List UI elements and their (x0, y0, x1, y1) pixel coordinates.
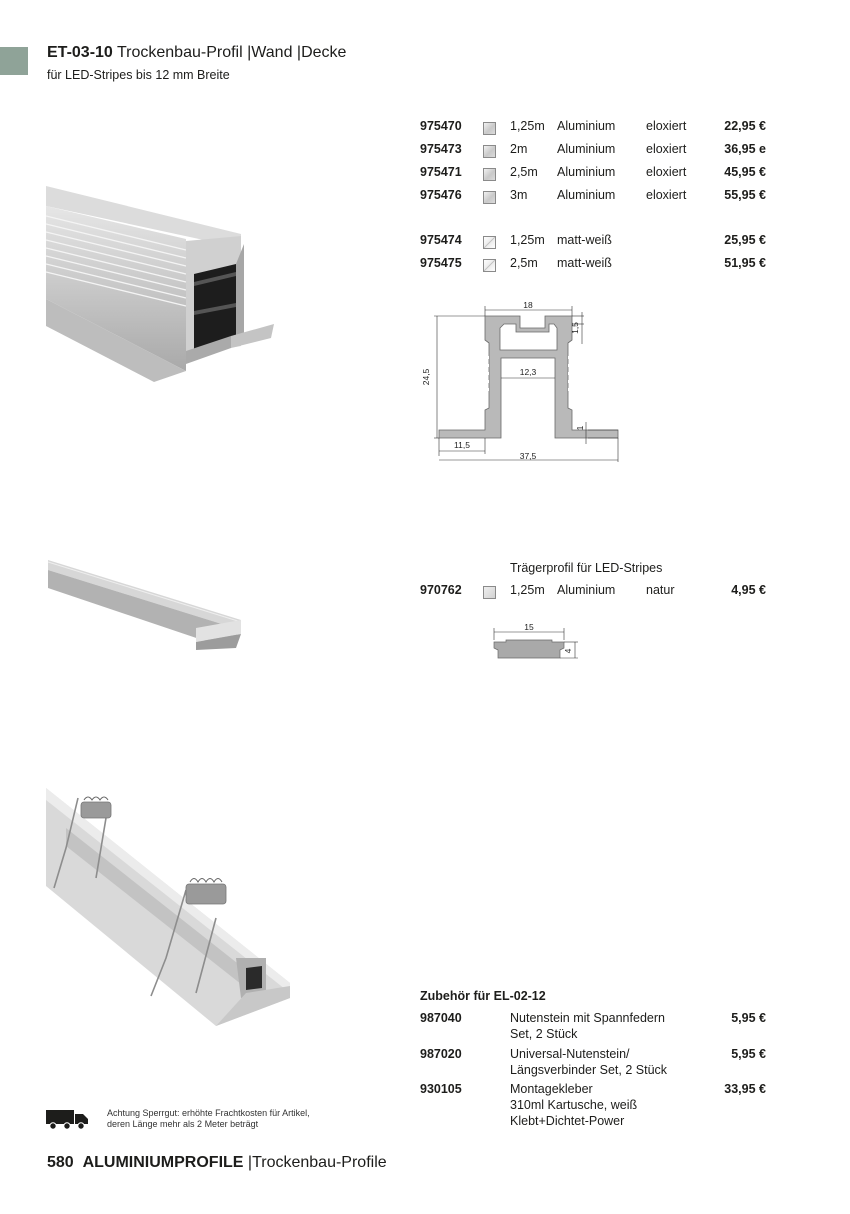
article-number: 930105 (420, 1082, 462, 1096)
notice-line: Achtung Sperrgut: erhöhte Frachtkosten für Artikel, (107, 1108, 310, 1118)
description-line: Universal-Nutenstein/ (510, 1047, 630, 1061)
dim-carrier-width: 15 (524, 622, 534, 632)
footer-separator: | (247, 1154, 253, 1171)
carrier-profile-photo (46, 558, 244, 652)
article-number: 975474 (420, 233, 462, 247)
footer-subsection: Trockenbau-Profile (252, 1154, 387, 1171)
footer-section: ALUMINIUMPROFILE (82, 1154, 244, 1171)
price: 51,95 € (724, 256, 766, 270)
price: 4,95 € (731, 583, 766, 597)
carrier-cross-section-drawing (488, 620, 584, 666)
white-swatch-icon (483, 236, 496, 249)
finish: eloxiert (646, 188, 687, 202)
section-tab-marker (0, 47, 28, 75)
price: 45,95 € (724, 165, 766, 179)
finish: eloxiert (646, 119, 687, 133)
price: 55,95 € (724, 188, 766, 202)
dim-top-flange: 1,5 (570, 322, 580, 334)
article-number: 975473 (420, 142, 462, 156)
page-number: 580 (47, 1154, 74, 1171)
title-part-1: Trockenbau-Profil (116, 44, 243, 61)
material: matt-weiß (557, 256, 612, 270)
product-row[interactable] (420, 583, 770, 603)
product-row[interactable] (420, 188, 770, 208)
title-part-2: Wand (251, 44, 293, 61)
carrier-profile-title: Trägerprofil für LED-Stripes (510, 561, 663, 575)
dim-height: 24,5 (421, 368, 431, 386)
page-subtitle: für LED-Stripes bis 12 mm Breite (47, 68, 230, 82)
material: Aluminium (557, 119, 616, 133)
title-separator: | (296, 44, 302, 61)
article-number: 987040 (420, 1011, 462, 1025)
finish: eloxiert (646, 142, 687, 156)
length: 2,5m (510, 256, 538, 270)
length: 1,25m (510, 233, 545, 247)
description-line: Montagekleber (510, 1082, 593, 1096)
product-row[interactable] (420, 233, 770, 253)
material: Aluminium (557, 188, 616, 202)
title-part-3: Decke (301, 44, 347, 61)
installation-photo (46, 788, 290, 1026)
description-line: Längsverbinder Set, 2 Stück (510, 1063, 668, 1077)
length: 2m (510, 142, 528, 156)
price: 33,95 € (724, 1082, 766, 1096)
price: 25,95 € (724, 233, 766, 247)
length: 1,25m (510, 583, 545, 597)
description-line: Set, 2 Stück (510, 1027, 578, 1041)
title-separator: | (247, 44, 252, 61)
natur-swatch-icon (483, 586, 496, 599)
product-row[interactable] (420, 119, 770, 139)
product-row[interactable] (420, 256, 770, 276)
material: Aluminium (557, 583, 616, 597)
description-line: Klebt+Dichtet-Power (510, 1114, 625, 1128)
accessories-title: Zubehör für EL-02-12 (420, 989, 546, 1003)
price: 22,95 € (724, 119, 766, 133)
dim-flange: 11,5 (454, 440, 470, 450)
material: Aluminium (557, 165, 616, 179)
truck-icon (46, 1108, 90, 1130)
page-title (47, 44, 346, 62)
aluminium-swatch-icon (483, 122, 496, 135)
dim-base-thickness: 1 (575, 425, 585, 431)
article-number: 970762 (420, 583, 462, 597)
accessory-description (510, 1081, 637, 1129)
article-number: 975470 (420, 119, 462, 133)
material: Aluminium (557, 142, 616, 156)
price: 36,95 e (724, 142, 766, 156)
length: 2,5m (510, 165, 538, 179)
aluminium-swatch-icon (483, 145, 496, 158)
bulky-goods-notice (107, 1108, 310, 1130)
description-line: Nutenstein mit Spannfedern (510, 1011, 665, 1025)
profile-cross-section-drawing (412, 298, 624, 466)
description-line: 310ml Kartusche, weiß (510, 1098, 638, 1112)
aluminium-swatch-icon (483, 191, 496, 204)
product-row[interactable] (420, 142, 770, 162)
article-number: 975471 (420, 165, 462, 179)
length: 1,25m (510, 119, 545, 133)
profile-product-photo (46, 186, 278, 382)
finish: eloxiert (646, 165, 687, 179)
product-code: ET-03-10 (47, 44, 113, 61)
article-number: 975476 (420, 188, 462, 202)
notice-line: deren Länge mehr als 2 Meter beträgt (107, 1119, 259, 1129)
dim-inner-width: 12,3 (519, 367, 537, 377)
white-swatch-icon (483, 259, 496, 272)
material: matt-weiß (557, 233, 612, 247)
dim-total-width: 37,5 (519, 451, 537, 461)
article-number: 975475 (420, 256, 462, 270)
article-number: 987020 (420, 1047, 462, 1061)
finish: natur (646, 583, 675, 597)
price: 5,95 € (731, 1047, 766, 1061)
price: 5,95 € (731, 1011, 766, 1025)
length: 3m (510, 188, 528, 202)
accessory-description (510, 1046, 667, 1078)
accessory-description (510, 1010, 665, 1042)
dim-width-top: 18 (523, 300, 533, 310)
product-row[interactable] (420, 165, 770, 185)
dim-carrier-height: 4 (563, 648, 573, 654)
page-footer (47, 1154, 387, 1172)
aluminium-swatch-icon (483, 168, 496, 181)
